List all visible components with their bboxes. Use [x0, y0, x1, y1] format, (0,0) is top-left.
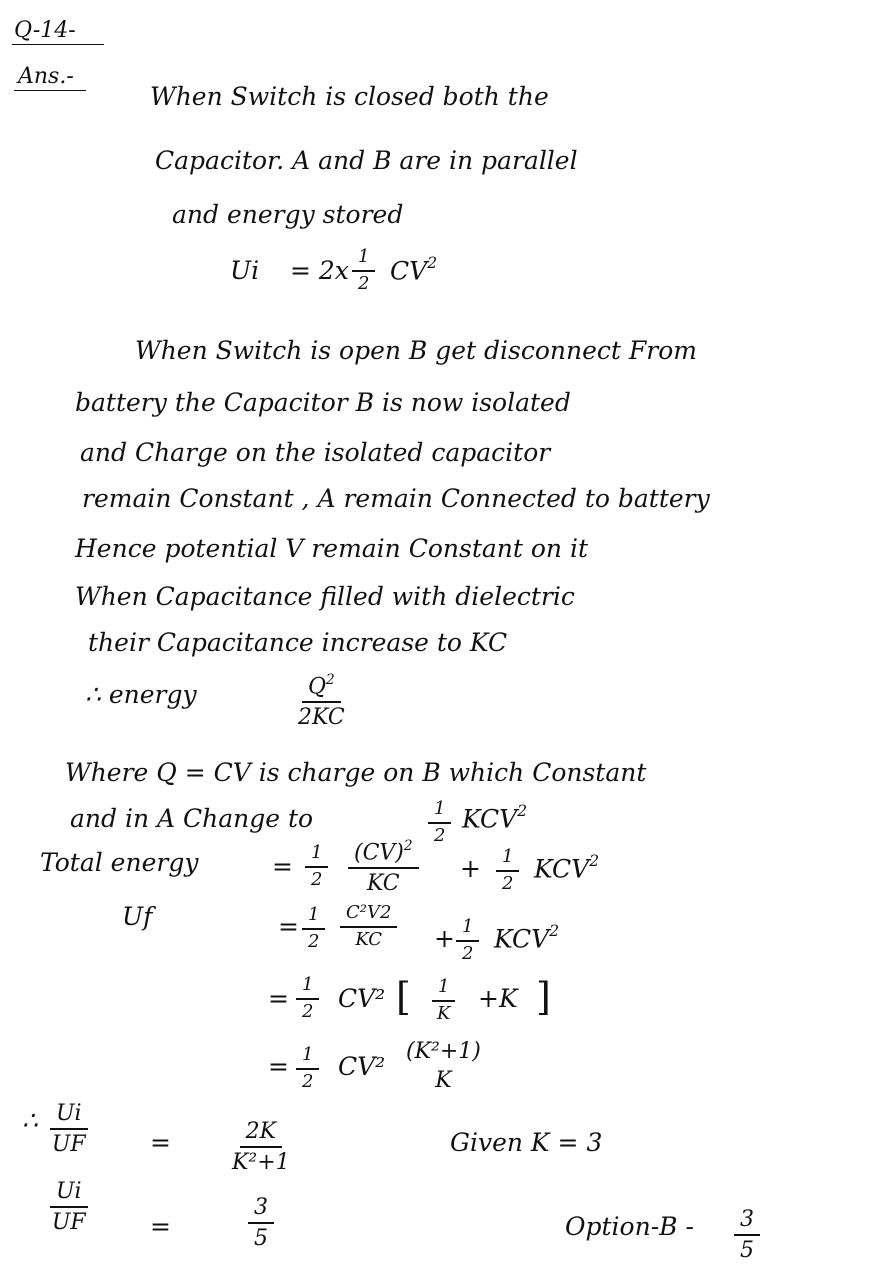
text-line-4: When Switch is open B get disconnect From — [135, 336, 697, 365]
text-line-2: Capacitor. A and B are in parallel — [155, 146, 578, 175]
text-line-1: When Switch is closed both the — [150, 82, 549, 111]
text-line-13: and in A Change to — [70, 804, 314, 833]
answer-label: Ans.- — [18, 64, 74, 89]
given-k: Given K = 3 — [450, 1128, 603, 1157]
text-line-9: When Capacitance filled with dielectric — [75, 582, 575, 611]
therefore-symbol: ∴ — [22, 1106, 38, 1135]
text-line-10: their Capacitance increase to KC — [88, 628, 508, 657]
eq3-equals: = — [268, 984, 289, 1013]
eq2-kcv: KCV$^2$ — [494, 922, 560, 954]
eq4-half-fraction: $\frac{1}{2}$ — [296, 1046, 319, 1092]
energy-fraction: $\frac{Q^2}{2KC}$ — [298, 671, 345, 731]
eq3-plus-k: +K — [478, 984, 518, 1013]
question-number: Q-14- — [14, 18, 76, 43]
ratio-value-fraction: $\frac{2K}{\text{K²+1}}$ — [232, 1119, 290, 1176]
text-line-3: and energy stored — [172, 200, 404, 229]
ui-equals: = 2x — [290, 256, 349, 285]
change-kcv: KCV$^2$ — [462, 802, 528, 834]
eq2-half-fraction-2: $\frac{1}{2}$ — [456, 918, 479, 964]
te-plus: + — [460, 854, 481, 883]
te-kcv: KCV$^2$ — [534, 852, 600, 884]
eq4-cv: CV² — [338, 1052, 386, 1081]
text-line-5: battery the Capacitor B is now isolated — [75, 388, 571, 417]
ratio-result-fraction: $\frac{3}{5}$ — [248, 1196, 274, 1250]
te-main-fraction: $\frac{(CV)^2}{KC}$ — [348, 840, 419, 896]
eq3-inner-fraction: $\frac{1}{K}$ — [432, 978, 455, 1024]
te-half-fraction: $\frac{1}{2}$ — [305, 844, 328, 890]
ui-half-fraction: $\frac{1}{2}$ — [352, 248, 375, 294]
ratio-ui-uf-1: $\frac{Ui}{UF}$ — [51, 1101, 86, 1158]
te-equals: = — [272, 852, 293, 881]
eq2-half-fraction: $\frac{1}{2}$ — [302, 906, 325, 952]
ratio-equals-2: = — [150, 1212, 171, 1241]
eq3-half-fraction: $\frac{1}{2}$ — [296, 976, 319, 1022]
text-line-7: remain Constant , A remain Connected to battery — [82, 484, 710, 513]
text-line-8: Hence potential V remain Constant on it — [75, 534, 589, 563]
option-fraction: $\frac{3}{5}$ — [734, 1208, 760, 1262]
text-line-6: and Charge on the isolated capacitor — [80, 438, 551, 467]
eq4-fraction: (K²+1) K — [406, 1039, 481, 1094]
uf-label: Uf — [122, 902, 153, 931]
total-energy-label: Total energy — [40, 848, 199, 877]
ratio-equals-1: = — [150, 1128, 171, 1157]
change-half-fraction: $\frac{1}{2}$ — [428, 800, 451, 846]
te-half-fraction-2: $\frac{1}{2}$ — [496, 848, 519, 894]
eq3-open-bracket: [ — [396, 975, 411, 1019]
answer-underline — [14, 90, 86, 91]
option-label: Option-B - — [565, 1212, 694, 1241]
eq3-close-bracket: ] — [536, 975, 551, 1019]
question-underline — [12, 44, 104, 45]
eq3-cv: CV² — [338, 984, 386, 1013]
text-line-11: ∴ energy — [85, 680, 197, 709]
ratio-ui-uf-2: $\frac{Ui}{UF}$ — [51, 1179, 86, 1236]
eq4-equals: = — [268, 1052, 289, 1081]
eq2-main-fraction: $\frac{\text{C²V2}}{KC}$ — [340, 904, 397, 950]
text-line-12: Where Q = CV is charge on B which Constant — [65, 758, 647, 787]
eq2-equals: = — [278, 912, 299, 941]
eq2-plus: + — [434, 924, 455, 953]
ui-label: Ui — [230, 256, 260, 285]
ui-expression: $CV^2$ — [390, 254, 438, 286]
